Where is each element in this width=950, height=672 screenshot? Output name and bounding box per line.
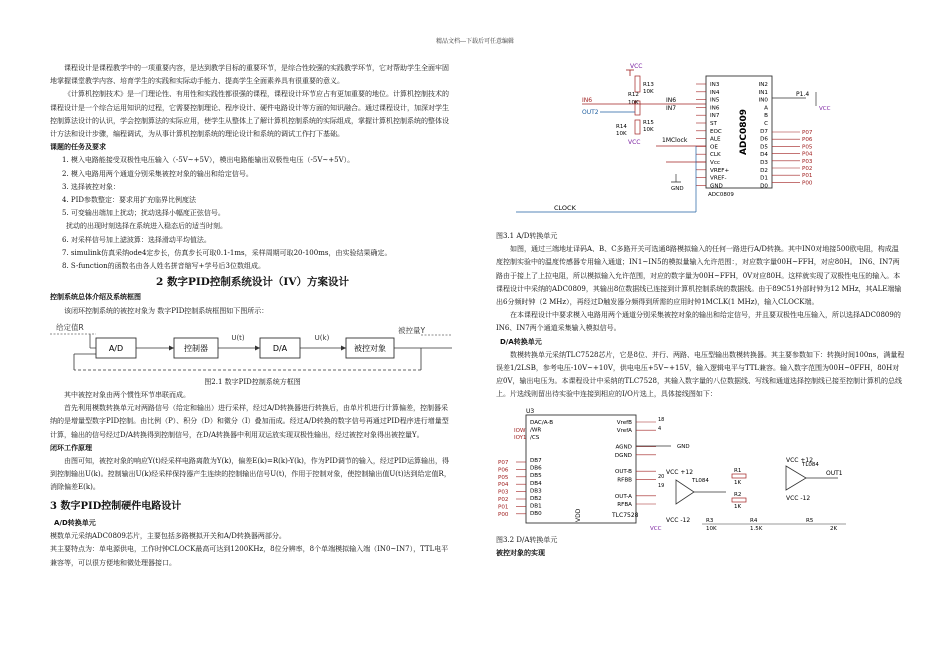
pin-label: P06 xyxy=(802,137,813,144)
uk-label: U(k) xyxy=(314,333,330,342)
overall-subtitle: 控制系统总体介绍及系统框图 xyxy=(50,293,141,302)
out2-label: OUT2 xyxy=(582,109,599,116)
iow-label: IOW xyxy=(514,427,526,434)
u3-label: U3 xyxy=(526,407,535,415)
pin-label: /CS xyxy=(530,434,540,441)
tasks-list xyxy=(50,154,455,273)
adc-port-pins xyxy=(772,130,813,186)
pin-label: P06 xyxy=(498,467,509,474)
adc-right-pins xyxy=(759,82,769,189)
pin-20: 20 xyxy=(658,473,665,480)
overall-text: 该闭环控制系统的被控对象为 数字PID控制系统框图如下图所示： xyxy=(64,306,269,315)
pin-label: P07 xyxy=(498,459,509,466)
r13-value: 10K xyxy=(643,89,654,95)
pin-label: OUT-A xyxy=(614,493,632,500)
intro-paragraph-1: 课程设计是课程教学中的一项重要内容，是达到教学目标的重要环节，是综合性较强的实践教学环节，它对帮助学生全面牢固地掌握课堂教学内容、培育学生的实践和实际动手能力、提高学生全面素养具有很重要的意义。 xyxy=(50,64,449,86)
pin-label: P02 xyxy=(802,166,813,172)
da-description: 数模转换单元采纳TLC7528芯片，它是8位、并行、两路、电压型输出数模转换器。其主要参数如下：转换时间100ns，满量程误差1/2LSB，参考电压-10V~+10V，供电电压+5V~+15V，输入逻辑电平与TTL兼容。输入数字范围为00H~0FFH，80H对应0V，输出电压为。本课程设计中采纳的TLC7528，其输入数字量的八位数据线、写线和通道选择控制线已接至控制计算机的总线上。片选线则留出待实验中连接到相应的I/O片选上，具体接线图如下： xyxy=(496,350,905,399)
pin-label: P00 xyxy=(498,511,509,518)
task-item: 6. 对采样信号加上滤波算：选择滑动平均值法。 xyxy=(62,235,211,244)
ioy1-label: IOY1 xyxy=(514,434,527,441)
adc-chip-label: ADC0809 xyxy=(739,108,749,156)
pin-label: D4 xyxy=(760,152,768,159)
pin-label: /WR xyxy=(530,427,542,434)
pin-label: D1 xyxy=(760,175,768,182)
r12-label: R12 xyxy=(628,92,639,98)
vcc-label-3: VCC xyxy=(819,106,831,112)
pin-label: GND xyxy=(710,183,723,190)
pin-label: D6 xyxy=(760,136,768,143)
pin-label: D7 xyxy=(760,128,768,135)
plant-line: 其中被控对象由两个惯性环节串联而成。 xyxy=(64,391,190,400)
pin-label: DB4 xyxy=(530,480,542,487)
gnd-label-2: GND xyxy=(677,443,690,450)
figure-3-2-caption: 图3.2 D/A转换单元 xyxy=(496,535,558,544)
ut-label: U(t) xyxy=(231,333,245,342)
clock-label: CLOCK xyxy=(554,204,576,212)
r2-label: R2 xyxy=(734,491,742,498)
pin-label: ST xyxy=(710,121,717,127)
tl084-1-label: TL084 xyxy=(692,477,709,484)
gnd-label: GND xyxy=(671,186,684,192)
ad-block: A/D xyxy=(108,343,124,353)
pin-label: IN1 xyxy=(758,89,768,96)
in7-mid: IN7 xyxy=(666,105,677,112)
pin-4: 4 xyxy=(658,425,662,432)
pin-label: DB1 xyxy=(530,503,542,510)
vcc-minus-12-b: VCC -12 xyxy=(786,494,811,502)
pin-18: 18 xyxy=(658,416,665,423)
vdd-label: VDD xyxy=(575,508,582,522)
task-item: 3. 选择被控对象： xyxy=(62,182,120,191)
out1-label: OUT1 xyxy=(826,469,843,477)
r13-label: R13 xyxy=(643,82,654,88)
da-title: D/A转换单元 xyxy=(500,337,542,346)
pin-label: IN6 xyxy=(710,105,720,112)
in6-mid: IN6 xyxy=(666,97,677,104)
dac-port-pins xyxy=(498,460,526,518)
pin-label: P00 xyxy=(802,180,813,187)
tl084-2-label: TL084 xyxy=(802,461,819,468)
opamp-2 xyxy=(786,466,806,490)
plant-impl-title: 被控对象的实现 xyxy=(496,548,545,557)
r5-label: R5 xyxy=(806,517,814,524)
pin-label: OE xyxy=(710,144,718,151)
r4-value: 1.5K xyxy=(750,525,763,532)
intro-paragraph-2: 《计算机控制技术》是一门理论性、有用性和实践性都很强的课程，课程设计环节应占有更加重要的地位。计算机控制技术的课程设计是一个综合运用知识的过程，它需要控制理论、程序设计、硬件电路设计等方面的知识融合。通过课程设计，加深对学生控制算法设计的认识，学会控制算法的实际应用，使学生从整体上了解计算机控制系统的实际组成，掌握计算机控制系统的整体设计方法和设计步骤，编程调试，为从事计算机控制系统的理论设计和系统的调试工作打下基础。 xyxy=(50,90,449,139)
pin-label: IN2 xyxy=(758,82,768,88)
pin-label: D2 xyxy=(760,167,768,174)
task-item: 5. 可变输出端加上扰动；扰动选择小幅度正弦信号。 xyxy=(62,209,225,218)
pin-label: RFBB xyxy=(617,477,632,484)
pin-label: DB0 xyxy=(530,510,542,517)
pin-label: DB2 xyxy=(530,495,542,502)
pin-19: 19 xyxy=(658,482,665,489)
pin-label: P03 xyxy=(802,158,813,165)
pin-label: P07 xyxy=(802,130,813,136)
r3-label: R3 xyxy=(706,517,714,524)
pin-label: P04 xyxy=(802,151,813,158)
task-item: 4. PID参数整定：要求用扩充临界比例度法 xyxy=(62,196,196,205)
pin-label: P01 xyxy=(802,173,813,180)
adc-chip-label-below: ADC0809 xyxy=(708,192,734,198)
dac-chip-label: TLC7528 xyxy=(612,511,639,519)
r1-value: 1K xyxy=(734,479,742,486)
in6-left: IN6 xyxy=(582,97,593,104)
pin-label: DB7 xyxy=(530,457,542,464)
closed-loop-text: 由图可知，被控对象的响应Y(t)经采样电路离散为Y(k)，偏差E(k)=R(k)-Y(k)，作为PID调节的输入，经过PID运算输出，得到控制输出U(k)。控制输出U(k)经采样保持器产生连续的控制输出信号U(t)，作用于控制对象，使控制输出值U(t)达到给定值R，消除偏差E(k)。 xyxy=(50,457,451,492)
da-block: D/A xyxy=(272,343,288,353)
principle-paragraph: 首先利用模数转换单元对两路信号（给定和输出）进行采样，经过A/D转换器进行转换后，由单片机进行计算偏差，控制器采纳的是增量型数字PID控制。由比例（P）、积分（D）和微分（I）叠加而成。经过A/D转换的数字信号再通过PID程序进行增量型计算，输出的信号经过D/A转换得到控制信号，在D/A转换器中利用双运放实现双极性输出，经过被控对象得出被控量Y。 xyxy=(50,404,449,439)
output-label: 被控量Y xyxy=(398,325,426,335)
pin-label: DB3 xyxy=(530,488,542,495)
pin-label: VREF- xyxy=(710,175,727,182)
left-column xyxy=(50,62,455,570)
r12-value: 10K xyxy=(628,100,639,106)
pin-label: DB5 xyxy=(530,472,542,479)
pin-label: P05 xyxy=(498,474,509,481)
r14-value: 10K xyxy=(616,131,627,137)
r5-value: 2K xyxy=(830,525,838,532)
pin-label: D3 xyxy=(760,160,768,166)
pin-label: AGND xyxy=(615,444,632,451)
section-3-title: 3 数字PID控制硬件电路设计 xyxy=(50,500,182,512)
r15-label: R15 xyxy=(643,120,654,126)
right-column xyxy=(496,62,905,560)
pin-label: VrefA xyxy=(616,427,632,434)
r1-label: R1 xyxy=(734,467,742,474)
pin-label: ALE xyxy=(710,136,721,143)
r15-value: 10K xyxy=(643,127,654,133)
ad-unit-title: A/D转换单元 xyxy=(54,518,96,527)
ad-description-2: 在本课程设计中要求模入电路用两个通道分别采集被控对象的输出和给定信号，并且要双极性电压输入，所以选择ADC0809的IN6、IN7两个通道采集输入模拟信号。 xyxy=(496,311,901,333)
r2-value: 1K xyxy=(734,503,742,510)
section-2-title: 2 数字PID控制系统设计（IV）方案设计 xyxy=(156,276,349,289)
pin-label: P01 xyxy=(498,504,509,511)
pin-label: B xyxy=(764,113,768,120)
vcc-label-4: VCC xyxy=(650,525,662,532)
ad-line-1: 模数单元采纳ADC0809芯片，主要包括多路模拟开关和A/D转换器两部分。 xyxy=(50,532,286,541)
adc0809-schematic xyxy=(496,62,905,230)
pid-block-diagram xyxy=(50,320,455,376)
pin-label: A xyxy=(764,105,768,112)
r3-value: 10K xyxy=(706,525,717,532)
task-item: 8. S-function的函数名由各人姓名拼音缩写+学号后3位数组成。 xyxy=(62,262,265,271)
ad-line-2: 其主要特点为：单电源供电，工作时钟CLOCK最高可达到1200KHz，8位分辨率，8个单端模拟输入端（IN0~IN7），TTL电平兼容等，可以很方便地和微处理器接口。 xyxy=(50,545,449,567)
vcc-plus-12: VCC +12 xyxy=(666,468,694,476)
task-item: 1. 模入电路能接受双极性电压输入（-5V~+5V），模出电路能输出双极性电压（-5V~+5V）。 xyxy=(62,156,355,165)
pin-label: P03 xyxy=(498,489,509,496)
pin-label: VREF+ xyxy=(710,167,730,174)
plant-block: 被控对象 xyxy=(354,343,386,353)
closed-loop-title: 闭环工作原理 xyxy=(50,443,92,452)
pin-label: RFBA xyxy=(617,501,632,508)
task-item: 7. simulink仿真采纳ode4定步长，仿真步长可取0.1-1ms，采样周期可取20-100ms，由实验结果确定。 xyxy=(62,248,392,257)
setpoint-label: 给定值R xyxy=(56,322,84,332)
r4-label: R4 xyxy=(750,517,758,524)
clock-1m-label: 1MClock xyxy=(662,137,688,144)
pin-label: Vcc xyxy=(710,160,720,166)
controller-block: 控制器 xyxy=(184,343,208,353)
pin-label: D0 xyxy=(760,183,768,190)
pin-label: IN5 xyxy=(710,97,720,104)
vcc-minus-12: VCC -12 xyxy=(666,516,691,524)
pin-label: OUT-B xyxy=(614,468,632,475)
figure-2-1-caption: 图2.1 数字PID控制系统方框图 xyxy=(204,377,301,386)
pin-label: IN0 xyxy=(758,97,768,104)
pin-label: P02 xyxy=(498,496,509,503)
pin-label: IN3 xyxy=(710,82,720,88)
pin-label: DGND xyxy=(614,452,632,459)
pin-label: CLK xyxy=(710,152,721,159)
pin-label: VrefB xyxy=(616,419,632,426)
vcc-label-2: VCC xyxy=(628,139,641,146)
vcc-plus-12-b: VCC +12 xyxy=(786,456,814,464)
figure-3-1-caption: 图3.1 A/D转换单元 xyxy=(496,232,558,240)
pin-label: P04 xyxy=(498,481,509,488)
task-item: 扰动的出现时刻选择在系统进入稳态后的适当时刻。 xyxy=(66,222,227,231)
pin-label: DAC/A-B xyxy=(530,419,554,426)
tasks-title: 课题的任务及要求 xyxy=(50,143,106,152)
ad-description: 如图，通过三端地址译码A、B、C多路开关可选通8路模拟输入的任何一路进行A/D转换。其中IN0对地接500欧电阻，构成温度控制实验中的温度传感器专用输入通道；IN1~IN5的模拟量输入允许范围：，对应数字量00H~FFH，对应80H。 IN6、IN7两路由于接上了上拉电阻，所以模拟输入允许范围，对应的数字量为00H~FFH，0V对应80H。这样就实现了双极性电压的输入。本课程设计中采纳的ADC0809，其输出8位数据线已连接到计算机控制系统的数据线。由于89C51外部时钟为12 MHz，其ALE端输出6分频时钟（2 MHz），再经过D触发器分频得到所需的应用时钟1MCLK(1 MHz)，输入CLOCK端。 xyxy=(496,245,902,307)
r14-label: R14 xyxy=(616,124,627,130)
pin-label: IN7 xyxy=(710,113,720,120)
pin-label: D5 xyxy=(760,144,768,151)
pin-label: C xyxy=(764,121,768,127)
tlc7528-schematic xyxy=(496,404,905,534)
vcc-label: VCC xyxy=(630,63,643,70)
pin-label: IN4 xyxy=(710,89,720,96)
pin-label: EOC xyxy=(710,128,722,135)
header-note: 精品文档---下载后可任意编辑 xyxy=(435,38,515,45)
task-item: 2. 模入电路用两个通道分别采集被控对象的输出和给定信号。 xyxy=(62,169,253,178)
p14-label: P1.4 xyxy=(796,91,810,98)
pin-label: DB6 xyxy=(530,465,542,472)
pin-label: P05 xyxy=(802,144,813,151)
